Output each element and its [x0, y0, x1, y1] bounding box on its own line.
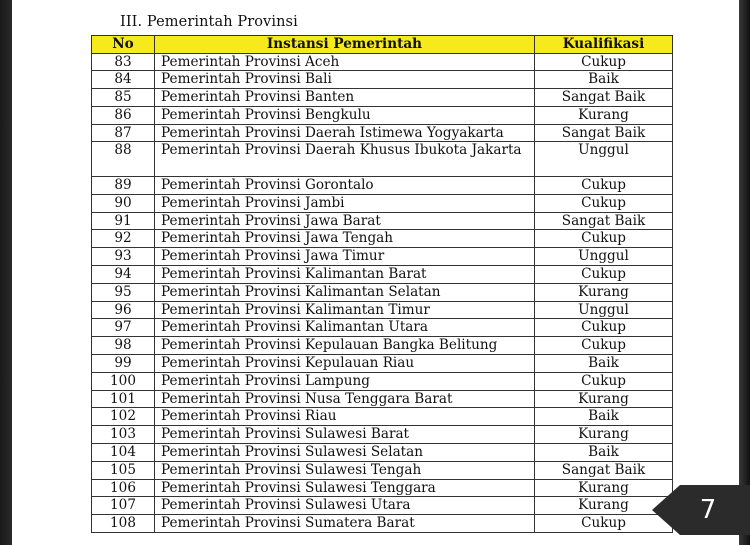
row-number: 107 [92, 497, 155, 515]
table-row [92, 337, 673, 355]
row-number: 88 [92, 142, 155, 177]
row-kualifikasi: Kurang [535, 497, 673, 515]
row-kualifikasi: Cukup [535, 53, 673, 71]
table-row [92, 194, 673, 212]
row-kualifikasi: Cukup [535, 372, 673, 390]
row-instansi: Pemerintah Provinsi Aceh [155, 53, 535, 71]
page-number-badge[interactable] [652, 485, 750, 535]
row-number: 90 [92, 194, 155, 212]
row-kualifikasi: Baik [535, 408, 673, 426]
table-row [92, 461, 673, 479]
row-instansi: Pemerintah Provinsi Sulawesi Selatan [155, 444, 535, 462]
table-row [92, 106, 673, 124]
row-instansi: Pemerintah Provinsi Jawa Timur [155, 248, 535, 266]
row-instansi: Pemerintah Provinsi Sumatera Barat [155, 515, 535, 533]
table-row [92, 89, 673, 107]
row-number: 83 [92, 53, 155, 71]
row-kualifikasi: Unggul [535, 142, 673, 177]
row-number: 85 [92, 89, 155, 107]
row-number: 94 [92, 266, 155, 284]
table-row [92, 390, 673, 408]
row-instansi: Pemerintah Provinsi Daerah Istimewa Yogyakarta [155, 124, 535, 142]
row-number: 97 [92, 319, 155, 337]
row-instansi: Pemerintah Provinsi Sulawesi Utara [155, 497, 535, 515]
row-kualifikasi: Cukup [535, 177, 673, 195]
table-body [92, 53, 673, 533]
row-instansi: Pemerintah Provinsi Kepulauan Bangka Belitung [155, 337, 535, 355]
row-number: 87 [92, 124, 155, 142]
row-kualifikasi: Kurang [535, 426, 673, 444]
table-row [92, 283, 673, 301]
row-number: 102 [92, 408, 155, 426]
row-number: 103 [92, 426, 155, 444]
row-instansi: Pemerintah Provinsi Jambi [155, 194, 535, 212]
row-instansi: Pemerintah Provinsi Daerah Khusus Ibukota Jakarta [155, 142, 535, 177]
table-row [92, 319, 673, 337]
row-instansi: Pemerintah Provinsi Sulawesi Tenggara [155, 479, 535, 497]
row-number: 98 [92, 337, 155, 355]
row-kualifikasi: Cukup [535, 266, 673, 284]
row-number: 99 [92, 355, 155, 373]
row-instansi: Pemerintah Provinsi Jawa Barat [155, 212, 535, 230]
row-kualifikasi: Sangat Baik [535, 461, 673, 479]
qualification-table [91, 35, 673, 533]
row-number: 96 [92, 301, 155, 319]
header-instansi: Instansi Pemerintah [155, 36, 535, 54]
row-instansi: Pemerintah Provinsi Riau [155, 408, 535, 426]
table-row [92, 372, 673, 390]
row-kualifikasi: Kurang [535, 479, 673, 497]
table-row [92, 479, 673, 497]
row-kualifikasi: Cukup [535, 319, 673, 337]
row-instansi: Pemerintah Provinsi Banten [155, 89, 535, 107]
table-row [92, 71, 673, 89]
header-kualifikasi: Kualifikasi [535, 36, 673, 54]
row-number: 108 [92, 515, 155, 533]
table-row [92, 497, 673, 515]
row-instansi: Pemerintah Provinsi Sulawesi Tengah [155, 461, 535, 479]
table-row [92, 355, 673, 373]
row-instansi: Pemerintah Provinsi Lampung [155, 372, 535, 390]
table-row [92, 444, 673, 462]
photo-border-right [739, 0, 750, 545]
row-kualifikasi: Cukup [535, 337, 673, 355]
row-instansi: Pemerintah Provinsi Kalimantan Selatan [155, 283, 535, 301]
row-kualifikasi: Sangat Baik [535, 124, 673, 142]
row-instansi: Pemerintah Provinsi Gorontalo [155, 177, 535, 195]
table-row [92, 142, 673, 177]
row-kualifikasi: Cukup [535, 230, 673, 248]
row-number: 105 [92, 461, 155, 479]
row-number: 101 [92, 390, 155, 408]
header-no: No [92, 36, 155, 54]
table-row [92, 212, 673, 230]
table-row [92, 408, 673, 426]
row-instansi: Pemerintah Provinsi Sulawesi Barat [155, 426, 535, 444]
table-row [92, 53, 673, 71]
row-kualifikasi: Sangat Baik [535, 212, 673, 230]
row-number: 95 [92, 283, 155, 301]
table-row [92, 248, 673, 266]
row-kualifikasi: Cukup [535, 515, 673, 533]
row-instansi: Pemerintah Provinsi Jawa Tengah [155, 230, 535, 248]
row-number: 104 [92, 444, 155, 462]
row-kualifikasi: Unggul [535, 248, 673, 266]
row-kualifikasi: Baik [535, 355, 673, 373]
row-kualifikasi: Baik [535, 444, 673, 462]
row-kualifikasi: Unggul [535, 301, 673, 319]
table-row [92, 515, 673, 533]
row-number: 91 [92, 212, 155, 230]
row-instansi: Pemerintah Provinsi Kalimantan Barat [155, 266, 535, 284]
photo-border-left [0, 0, 12, 545]
table-row [92, 301, 673, 319]
row-number: 93 [92, 248, 155, 266]
table-row [92, 177, 673, 195]
row-kualifikasi: Kurang [535, 106, 673, 124]
row-kualifikasi: Cukup [535, 194, 673, 212]
row-instansi: Pemerintah Provinsi Kalimantan Timur [155, 301, 535, 319]
row-number: 92 [92, 230, 155, 248]
row-kualifikasi: Baik [535, 71, 673, 89]
page-number: 7 [699, 495, 717, 525]
row-number: 86 [92, 106, 155, 124]
row-instansi: Pemerintah Provinsi Bengkulu [155, 106, 535, 124]
table-row [92, 124, 673, 142]
section-title: III. Pemerintah Provinsi [120, 14, 298, 30]
document-page [12, 0, 739, 545]
table-row [92, 230, 673, 248]
row-kualifikasi: Sangat Baik [535, 89, 673, 107]
row-number: 89 [92, 177, 155, 195]
row-instansi: Pemerintah Provinsi Kalimantan Utara [155, 319, 535, 337]
table-row [92, 426, 673, 444]
row-number: 106 [92, 479, 155, 497]
row-instansi: Pemerintah Provinsi Bali [155, 71, 535, 89]
row-kualifikasi: Kurang [535, 390, 673, 408]
row-number: 100 [92, 372, 155, 390]
row-instansi: Pemerintah Provinsi Nusa Tenggara Barat [155, 390, 535, 408]
table-header-row [92, 36, 673, 54]
row-instansi: Pemerintah Provinsi Kepulauan Riau [155, 355, 535, 373]
table-row [92, 266, 673, 284]
row-number: 84 [92, 71, 155, 89]
row-kualifikasi: Kurang [535, 283, 673, 301]
